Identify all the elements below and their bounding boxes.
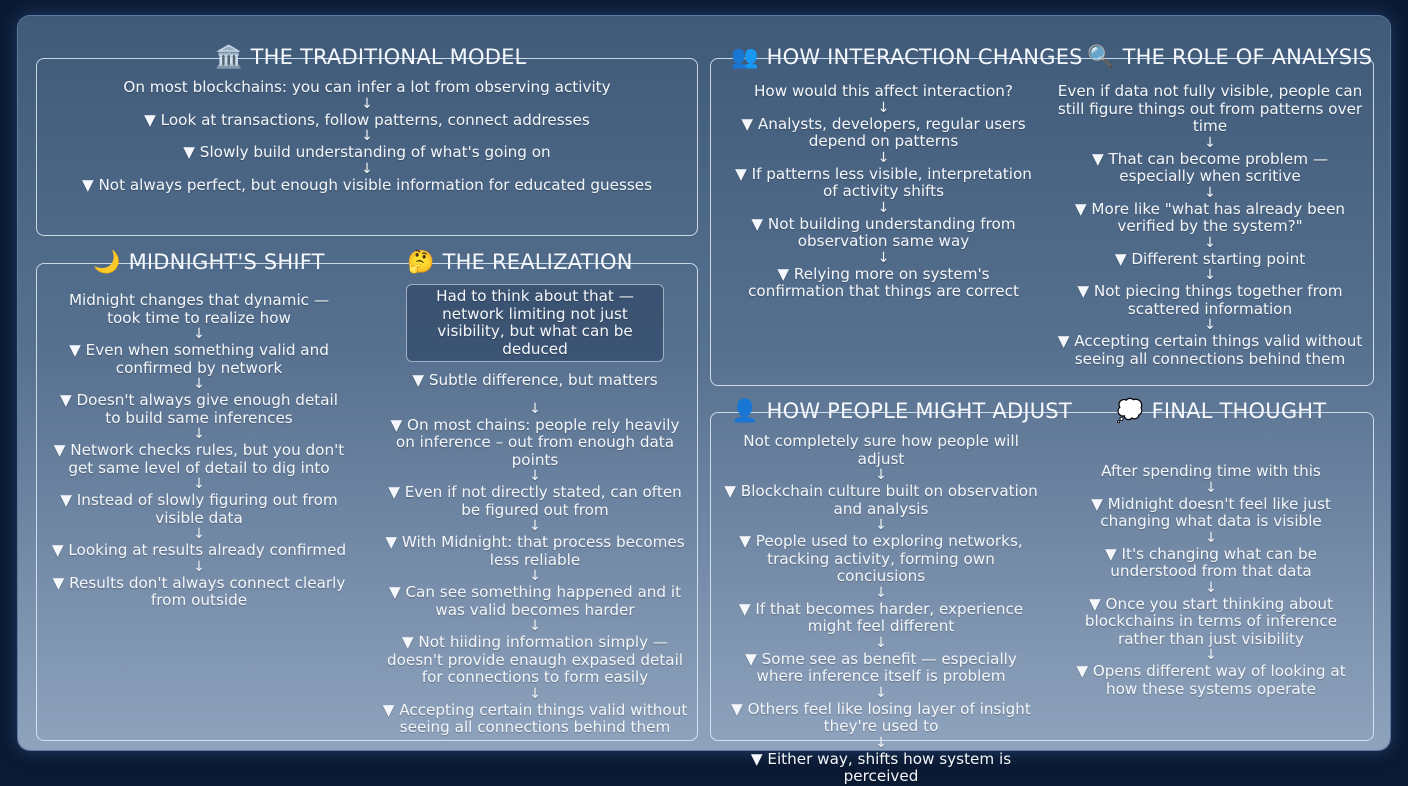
flow-line: ▼ Not piecing things together from scattered information bbox=[1077, 282, 1343, 318]
panel-adjust-final bbox=[710, 398, 1374, 785]
flow-adjust bbox=[723, 433, 1039, 786]
down-arrow-icon: ↓ bbox=[193, 326, 205, 342]
panel-title-traditional bbox=[205, 39, 536, 75]
flow-line: ▼ Different starting point bbox=[1114, 249, 1306, 268]
flow-line: ▼ Looking at results already confirmed bbox=[51, 541, 347, 559]
down-arrow-icon: ↓ bbox=[529, 518, 541, 534]
flow-line: Not completely sure how people will adjust bbox=[743, 432, 1019, 468]
down-arrow-icon: ↓ bbox=[1205, 579, 1217, 596]
flow-line: ▼ On most chains: people rely heavily on inference – out from enough data points bbox=[390, 415, 680, 469]
flow-line: ▼ Either way, shifts how system is perceived bbox=[750, 749, 1012, 785]
flow-line: ▼ Not always perfect, but enough visible information for educated guesses bbox=[81, 175, 653, 194]
flow-traditional bbox=[47, 79, 687, 194]
flow-final bbox=[1061, 463, 1361, 698]
magnifier-icon: 🔍 bbox=[1087, 44, 1115, 70]
flow-line: After spending time with this bbox=[1101, 462, 1321, 480]
flow-line: ▼ With Midnight: that process becomes less reliable bbox=[385, 533, 685, 569]
down-arrow-icon: ↓ bbox=[1204, 134, 1216, 151]
down-arrow-icon: ↓ bbox=[1205, 479, 1217, 496]
down-arrow-icon: ↓ bbox=[361, 160, 373, 177]
flow-line: ▼ Some see as benefit — especially where inference itself is problem bbox=[745, 649, 1017, 685]
down-arrow-icon: ↓ bbox=[1205, 529, 1217, 546]
down-arrow-icon: ↓ bbox=[877, 99, 890, 116]
flow-line: ▼ More like "what has already been verified by the system?" bbox=[1074, 199, 1346, 235]
flow-line: ▼ Once you start thinking about blockchains in terms of inference rather than just visibility bbox=[1084, 594, 1338, 648]
down-arrow-icon: ↓ bbox=[193, 476, 205, 492]
down-arrow-icon: ↓ bbox=[877, 199, 890, 216]
panel-midnight-realization bbox=[36, 249, 698, 741]
flow-line: ▼ Even when something valid and confirmed by network bbox=[69, 341, 329, 377]
flow-line: ▼ People used to exploring networks, tracking activity, forming own conciusions bbox=[739, 532, 1023, 585]
flow-interaction bbox=[731, 83, 1036, 301]
down-arrow-icon: ↓ bbox=[875, 634, 887, 651]
down-arrow-icon: ↓ bbox=[875, 467, 887, 483]
down-arrow-icon: ↓ bbox=[877, 149, 890, 166]
flow-line: Midnight changes that dynamic — took time to realize how bbox=[68, 291, 330, 327]
flow-analysis bbox=[1055, 83, 1365, 368]
flow-line: ▼ It's changing what can be understood from that data bbox=[1105, 544, 1317, 580]
down-arrow-icon: ↓ bbox=[875, 584, 887, 601]
down-arrow-icon: ↓ bbox=[529, 685, 541, 702]
flow-line: Even if data not fully visible, people can still figure things out from patterns over time bbox=[1057, 82, 1363, 135]
flow-line: ▼ Accepting certain things valid without seeing all connections behind them bbox=[382, 700, 688, 736]
flow-line: ▼ Network checks rules, but you don't get same level of detail to dig into bbox=[53, 441, 345, 477]
panel-interaction-analysis bbox=[710, 44, 1374, 386]
users-icon: 👥 bbox=[731, 44, 759, 70]
down-arrow-icon: ↓ bbox=[1205, 647, 1217, 663]
flow-line: ▼ Slowly build understanding of what's going on bbox=[183, 143, 551, 161]
flow-line: ▼ Analysts, developers, regular users depend on patterns bbox=[741, 114, 1026, 150]
panel-title-final bbox=[1106, 393, 1336, 429]
flow-line: ▼ Results don't always connect clearly from outside bbox=[52, 573, 346, 609]
title-text: HOW PEOPLE MIGHT ADJUST bbox=[766, 399, 1072, 423]
bank-icon: 🏛️ bbox=[215, 44, 243, 70]
down-arrow-icon: ↓ bbox=[529, 618, 541, 634]
thought-bubble-icon: 💭 bbox=[1116, 398, 1144, 424]
panel-title-analysis bbox=[1077, 39, 1382, 75]
flow-line: ▼ Look at transactions, follow patterns, connect addresses bbox=[144, 110, 590, 129]
panel-title-realization bbox=[397, 244, 643, 280]
down-arrow-icon: ↓ bbox=[193, 426, 205, 442]
flow-line: ▼ Can see something happened and it was valid becomes harder bbox=[388, 583, 682, 619]
flow-line: ▼ Relying more on system's confirmation that things are correct bbox=[748, 264, 1019, 300]
flow-line: ▼ Not hiiding information simply — doesn't provide enaugh expased detail for connections to form easily bbox=[386, 633, 684, 686]
title-text: MIDNIGHT'S SHIFT bbox=[128, 250, 325, 274]
down-arrow-icon: ↓ bbox=[1204, 184, 1216, 201]
down-arrow-icon: ↓ bbox=[193, 526, 205, 542]
flow-line: ▼ Blockchain culture built on observation and analysis bbox=[724, 482, 1038, 518]
title-text: HOW INTERACTION CHANGES bbox=[766, 45, 1083, 69]
down-arrow-icon: ↓ bbox=[529, 400, 541, 417]
down-arrow-icon: ↓ bbox=[529, 468, 541, 484]
down-arrow-icon: ↓ bbox=[1204, 317, 1216, 333]
panel-title-interaction bbox=[721, 39, 1093, 75]
flow-line: ▼ Opens different way of looking at how these systems operate bbox=[1076, 662, 1346, 698]
down-arrow-icon: ↓ bbox=[1204, 267, 1216, 283]
down-arrow-icon: ↓ bbox=[361, 128, 373, 144]
realization-callout: Had to think about that — network limiting not just visibility, but what can be deduced bbox=[406, 284, 664, 362]
panel-title-adjust bbox=[721, 393, 1082, 429]
flow-line: ▼ If that becomes harder, experience might feel different bbox=[738, 599, 1024, 635]
moon-icon: 🌙 bbox=[93, 249, 121, 275]
flow-midnight bbox=[51, 292, 347, 610]
flow-line: ▼ Instead of slowly figuring out from visible data bbox=[60, 491, 338, 527]
title-text: THE TRADITIONAL MODEL bbox=[250, 45, 527, 69]
flow-line: ▼ Not building understanding from observation same way bbox=[751, 214, 1016, 250]
down-arrow-icon: ↓ bbox=[193, 558, 205, 575]
person-icon: 👤 bbox=[731, 398, 759, 424]
flow-realization bbox=[381, 284, 689, 737]
down-arrow-icon: ↓ bbox=[361, 95, 373, 112]
flow-line: ▼ Even if not directly stated, can often be figured out from bbox=[388, 483, 682, 519]
down-arrow-icon: ↓ bbox=[529, 568, 541, 584]
down-arrow-icon: ↓ bbox=[875, 684, 887, 701]
flow-line: ▼ That can become problem — especially when scritive bbox=[1091, 149, 1329, 185]
flow-line: ▼ Accepting certain things valid without seeing all connections behind them bbox=[1057, 332, 1363, 368]
flow-line: ▼ If patterns less visible, interpretation of activity shifts bbox=[735, 164, 1032, 200]
flow-line: On most blockchains: you can infer a lot from observing activity bbox=[123, 78, 611, 96]
title-text: FINAL THOUGHT bbox=[1151, 399, 1327, 423]
thinking-face-icon: 🤔 bbox=[407, 249, 435, 275]
flow-line: ▼ Subtle difference, but matters bbox=[412, 371, 658, 389]
down-arrow-icon: ↓ bbox=[1204, 234, 1216, 251]
down-arrow-icon: ↓ bbox=[875, 517, 887, 533]
down-arrow-icon: ↓ bbox=[875, 734, 887, 751]
flow-line: ▼ Others feel like losing layer of insight they're used to bbox=[731, 699, 1031, 735]
down-arrow-icon: ↓ bbox=[877, 249, 890, 266]
flow-line: ▼ Doesn't always give enough detail to build same inferences bbox=[59, 391, 338, 427]
flow-line: How would this affect interaction? bbox=[754, 82, 1013, 100]
panel-title-midnight bbox=[83, 244, 335, 280]
panel-traditional-model bbox=[36, 44, 698, 236]
flow-line: ▼ Midnight doesn't feel like just changing what data is visible bbox=[1091, 494, 1331, 530]
title-text: THE ROLE OF ANALYSIS bbox=[1122, 45, 1373, 69]
down-arrow-icon: ↓ bbox=[193, 376, 205, 392]
title-text: THE REALIZATION bbox=[442, 250, 633, 274]
